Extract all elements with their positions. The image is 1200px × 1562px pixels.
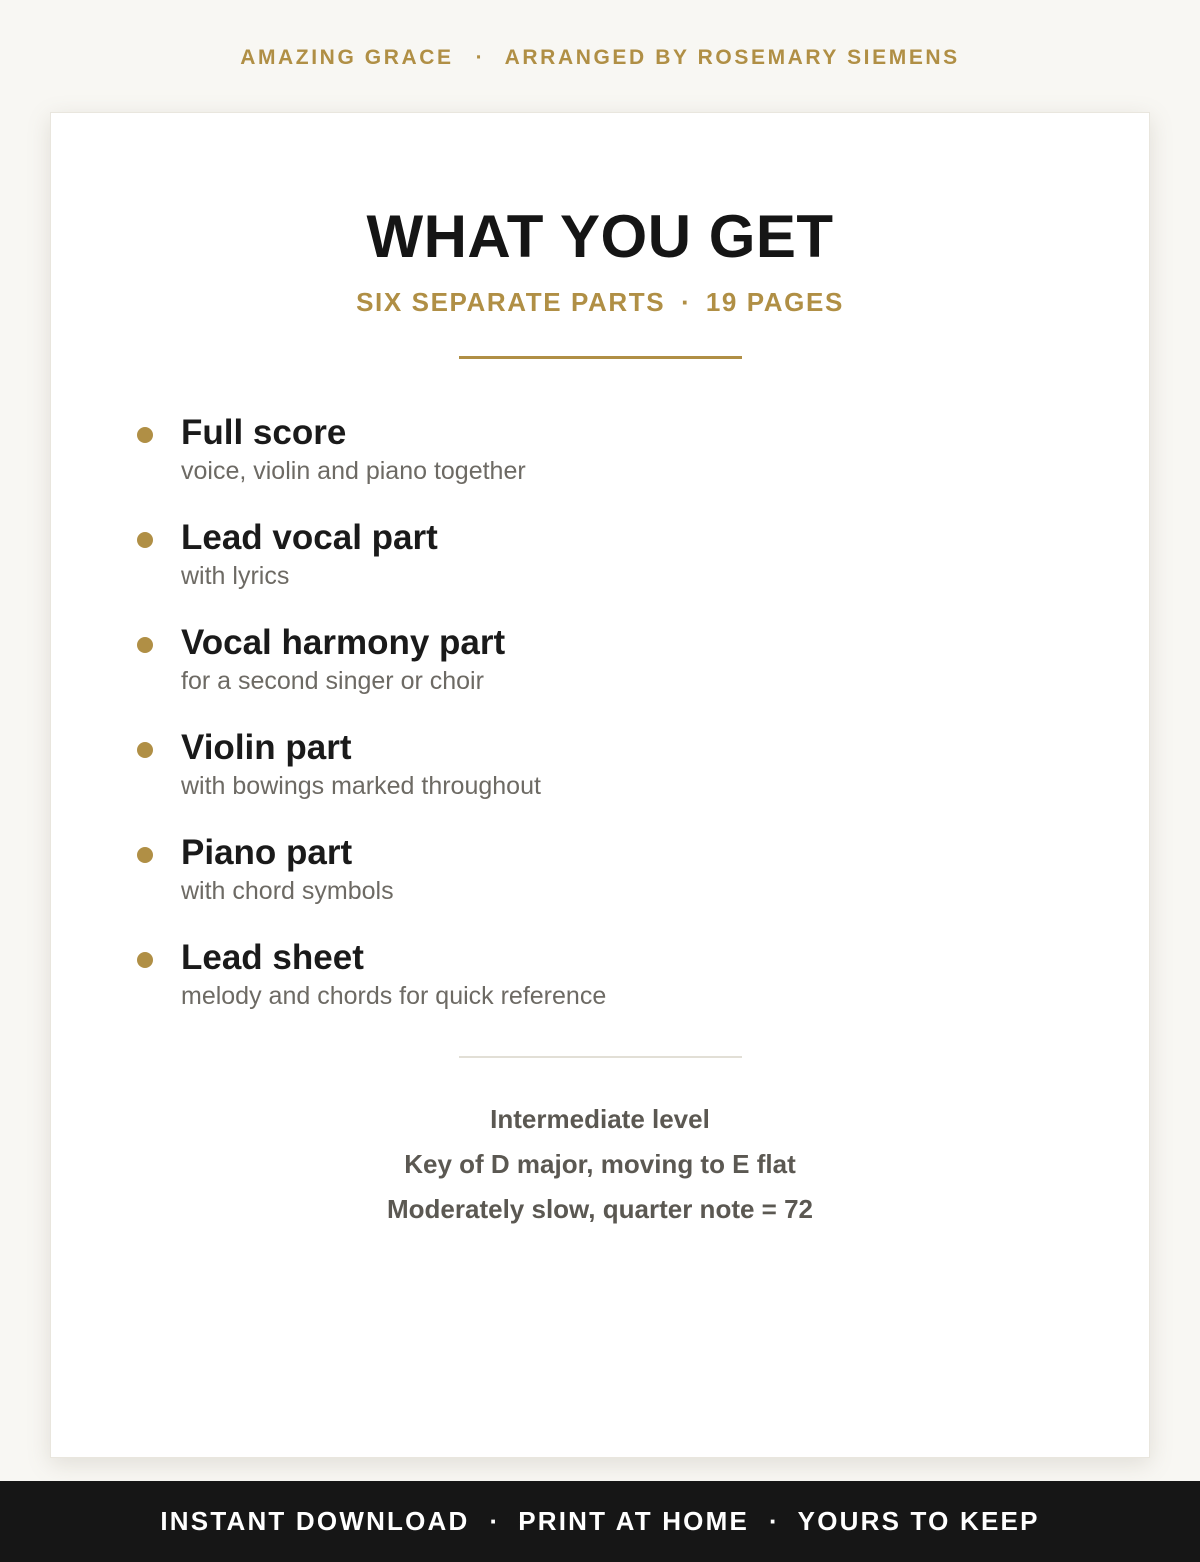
page-subtitle [51, 286, 1149, 318]
list-item [51, 411, 1149, 516]
song-title: AMAZING GRACE [240, 46, 454, 69]
subtitle-separator: · [681, 287, 690, 317]
parts-count: SIX SEPARATE PARTS [356, 287, 666, 317]
content-card [50, 112, 1150, 1458]
gold-divider [459, 356, 742, 359]
parts-list [51, 411, 1149, 1041]
item-title: Piano part [181, 833, 353, 872]
page-count: 19 PAGES [705, 287, 844, 317]
list-item [51, 516, 1149, 621]
difficulty-level: Intermediate level [490, 1104, 710, 1134]
bullet-dot-icon [137, 427, 153, 443]
item-description: voice, violin and piano together [181, 457, 526, 485]
header-line [0, 46, 1200, 70]
list-item [51, 831, 1149, 936]
footer-instant-download: INSTANT DOWNLOAD [160, 1506, 470, 1536]
item-description: with chord symbols [181, 877, 394, 905]
item-title: Violin part [181, 728, 352, 767]
footer-banner [0, 1481, 1200, 1562]
page-title: WHAT YOU GET [366, 203, 834, 270]
item-title: Vocal harmony part [181, 623, 506, 662]
item-title: Lead vocal part [181, 518, 438, 557]
item-description: for a second singer or choir [181, 667, 484, 695]
bullet-dot-icon [137, 532, 153, 548]
bullet-dot-icon [137, 742, 153, 758]
bullet-dot-icon [137, 637, 153, 653]
list-item [51, 621, 1149, 726]
list-item [51, 936, 1149, 1041]
arranger-credit: ARRANGED BY ROSEMARY SIEMENS [504, 46, 960, 69]
item-title: Full score [181, 413, 347, 452]
item-description: with bowings marked throughout [181, 772, 541, 800]
tempo-marking: Moderately slow, quarter note = 72 [387, 1194, 813, 1224]
grey-divider [459, 1056, 742, 1058]
bullet-dot-icon [137, 952, 153, 968]
arrangement-details [51, 1097, 1149, 1232]
header-separator: · [475, 46, 483, 69]
bullet-dot-icon [137, 847, 153, 863]
key-signature: Key of D major, moving to E flat [404, 1149, 796, 1179]
item-description: with lyrics [181, 562, 290, 590]
footer-print-at-home: PRINT AT HOME [518, 1506, 749, 1536]
item-description: melody and chords for quick reference [181, 982, 607, 1010]
footer-separator: · [769, 1506, 778, 1536]
footer-separator: · [489, 1506, 499, 1536]
list-item [51, 726, 1149, 831]
item-title: Lead sheet [181, 938, 364, 977]
footer-yours-to-keep: YOURS TO KEEP [797, 1506, 1040, 1536]
